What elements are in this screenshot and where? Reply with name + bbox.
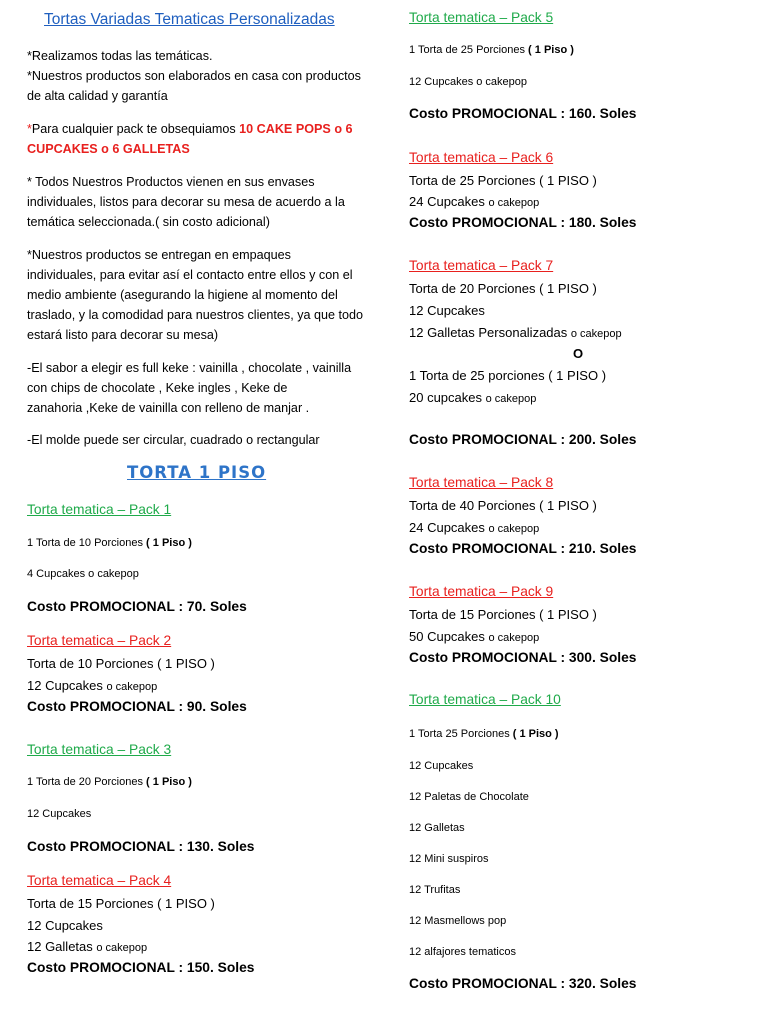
pack-8-title: Torta tematica – Pack 8 [409, 475, 554, 490]
pack-2-line: Torta de 10 Porciones ( 1 PISO ) [27, 656, 215, 671]
envases-line: individuales, listos para decorar su mesa de acuerdo a la [27, 195, 345, 209]
pack-line-bold: ( 1 Piso ) [146, 776, 192, 788]
pack-6-line [409, 194, 539, 209]
pack-line-small: o cakepop [485, 393, 537, 405]
pack-7-or: O [573, 346, 584, 361]
pack-8-line [409, 520, 539, 535]
promo-highlight: CUPCAKES o 6 GALLETAS [27, 142, 190, 156]
sabor-block [27, 358, 351, 418]
pack-5-line: 12 Cupcakes o cakepop [409, 76, 528, 88]
pack-4-line: Torta de 15 Porciones ( 1 PISO ) [27, 896, 215, 911]
pack-4-line [27, 939, 147, 954]
pack-line-bold: ( 1 Piso ) [528, 44, 574, 56]
pack-1-line [27, 537, 192, 549]
intro-line: *Nuestros productos son elaborados en casa con productos [27, 69, 361, 83]
pack-4-line: 12 Cupcakes [27, 918, 103, 933]
pack-7-line: Torta de 20 Porciones ( 1 PISO ) [409, 281, 597, 296]
pack-10-item: 12 Cupcakes [409, 760, 474, 772]
sabor-line: -El sabor a elegir es full keke : vainilla , chocolate , vainilla [27, 361, 352, 375]
empaques-line: estará listo para decorar su mesa) [27, 328, 219, 342]
pack-3-price: Costo PROMOCIONAL : 130. Soles [27, 839, 255, 854]
promo-block [27, 119, 353, 159]
pack-8-line: Torta de 40 Porciones ( 1 PISO ) [409, 498, 597, 513]
pack-9-line [409, 629, 539, 644]
pack-line-text: 20 cupcakes [409, 390, 486, 405]
envases-line: * Todos Nuestros Productos vienen en sus envases [27, 175, 315, 189]
empaques-block [27, 245, 363, 345]
pack-10-item: 12 Trufitas [409, 884, 461, 896]
promo-asterisk: * [27, 122, 32, 136]
pack-2-price: Costo PROMOCIONAL : 90. Soles [27, 699, 247, 714]
envases-line: temática seleccionada.( sin costo adicional) [27, 215, 270, 229]
intro-block [27, 46, 361, 106]
empaques-line: traslado, y la comodidad para nuestros clientes, ya que todo [27, 308, 364, 322]
pack-2-title: Torta tematica – Pack 2 [27, 633, 172, 648]
pack-line-small: o cakepop [488, 632, 540, 644]
pack-10-line [409, 728, 559, 740]
pack-5-line [409, 44, 574, 56]
section-title: TORTA 1 PISO [127, 463, 267, 482]
pack-10-item: 12 Galletas [409, 822, 465, 834]
pack-7-price: Costo PROMOCIONAL : 200. Soles [409, 432, 637, 447]
empaques-line: medio ambiente (asegurando la higiene al momento del [27, 288, 338, 302]
pack-7-line: 1 Torta de 25 porciones ( 1 PISO ) [409, 368, 607, 383]
pack-line-bold: ( 1 Piso ) [512, 728, 559, 740]
pack-8-price: Costo PROMOCIONAL : 210. Soles [409, 541, 637, 556]
promo-text: Para cualquier pack te obsequiamos [31, 122, 240, 136]
empaques-line: *Nuestros productos se entregan en empaques [27, 248, 291, 262]
pack-7-line [409, 325, 622, 340]
pack-line-bold: ( 1 Piso ) [146, 537, 192, 549]
pack-6-price: Costo PROMOCIONAL : 180. Soles [409, 215, 637, 230]
pack-10-item: 12 alfajores tematicos [409, 946, 516, 958]
pack-5-title: Torta tematica – Pack 5 [409, 10, 554, 25]
pack-10-item: 12 Paletas de Chocolate [409, 791, 529, 803]
pack-line-text: 1 Torta de 25 Porciones [409, 44, 529, 56]
pack-line-small: o cakepop [106, 681, 158, 693]
empaques-line: individuales, para evitar así el contacto entre ellos y con el [27, 268, 353, 282]
pack-line-text: 12 Galletas [27, 939, 97, 954]
pack-line-text: 1 Torta de 20 Porciones [27, 776, 147, 788]
pack-3-line [27, 776, 192, 788]
molde-text: -El molde puede ser circular, cuadrado o rectangular [27, 433, 320, 447]
pack-line-small: o cakepop [96, 942, 148, 954]
pack-line-text: 50 Cupcakes [409, 629, 489, 644]
pack-10-price: Costo PROMOCIONAL : 320. Soles [409, 976, 637, 991]
pack-line-text: 24 Cupcakes [409, 520, 489, 535]
intro-line: *Realizamos todas las temáticas. [27, 49, 213, 63]
pack-1-line: 4 Cupcakes o cakepop [27, 568, 139, 580]
envases-block [27, 172, 345, 232]
pack-line-text: 24 Cupcakes [409, 194, 489, 209]
pack-3-title: Torta tematica – Pack 3 [27, 742, 172, 757]
pack-line-small: o cakepop [570, 328, 622, 340]
pack-4-title: Torta tematica – Pack 4 [27, 873, 172, 888]
pack-line-text: 1 Torta 25 Porciones [409, 728, 513, 740]
pack-2-line [27, 678, 157, 693]
promo-highlight: 10 CAKE POPS o 6 [239, 122, 353, 136]
pack-9-price: Costo PROMOCIONAL : 300. Soles [409, 650, 637, 665]
sabor-line: zanahoria ,Keke de vainilla con relleno de manjar . [27, 401, 310, 415]
pack-9-line: Torta de 15 Porciones ( 1 PISO ) [409, 607, 597, 622]
pack-7-line: 12 Cupcakes [409, 303, 485, 318]
sabor-line: con chips de chocolate , Keke ingles , Keke de [27, 381, 288, 395]
pack-line-small: o cakepop [488, 197, 540, 209]
pack-7-title: Torta tematica – Pack 7 [409, 258, 554, 273]
pack-3-line: 12 Cupcakes [27, 808, 92, 820]
pack-line-small: o cakepop [488, 523, 540, 535]
pack-5-price: Costo PROMOCIONAL : 160. Soles [409, 106, 637, 121]
pack-10-item: 12 Mini suspiros [409, 853, 489, 865]
pack-line-text: 1 Torta de 10 Porciones [27, 537, 147, 549]
pack-4-price: Costo PROMOCIONAL : 150. Soles [27, 960, 255, 975]
page-title: Tortas Variadas Tematicas Personalizadas [44, 11, 335, 28]
pack-10-item: 12 Masmellows pop [409, 915, 507, 927]
pack-10-title: Torta tematica – Pack 10 [409, 692, 561, 707]
pack-1-price: Costo PROMOCIONAL : 70. Soles [27, 599, 247, 614]
intro-line: de alta calidad y garantía [27, 89, 168, 103]
pack-line-text: 12 Galletas Personalizadas [409, 325, 571, 340]
pack-1-title: Torta tematica – Pack 1 [27, 502, 172, 517]
pack-6-line: Torta de 25 Porciones ( 1 PISO ) [409, 173, 597, 188]
pack-6-title: Torta tematica – Pack 6 [409, 150, 554, 165]
pack-9-title: Torta tematica – Pack 9 [409, 584, 554, 599]
pack-7-line [409, 390, 536, 405]
pack-line-text: 12 Cupcakes [27, 678, 107, 693]
